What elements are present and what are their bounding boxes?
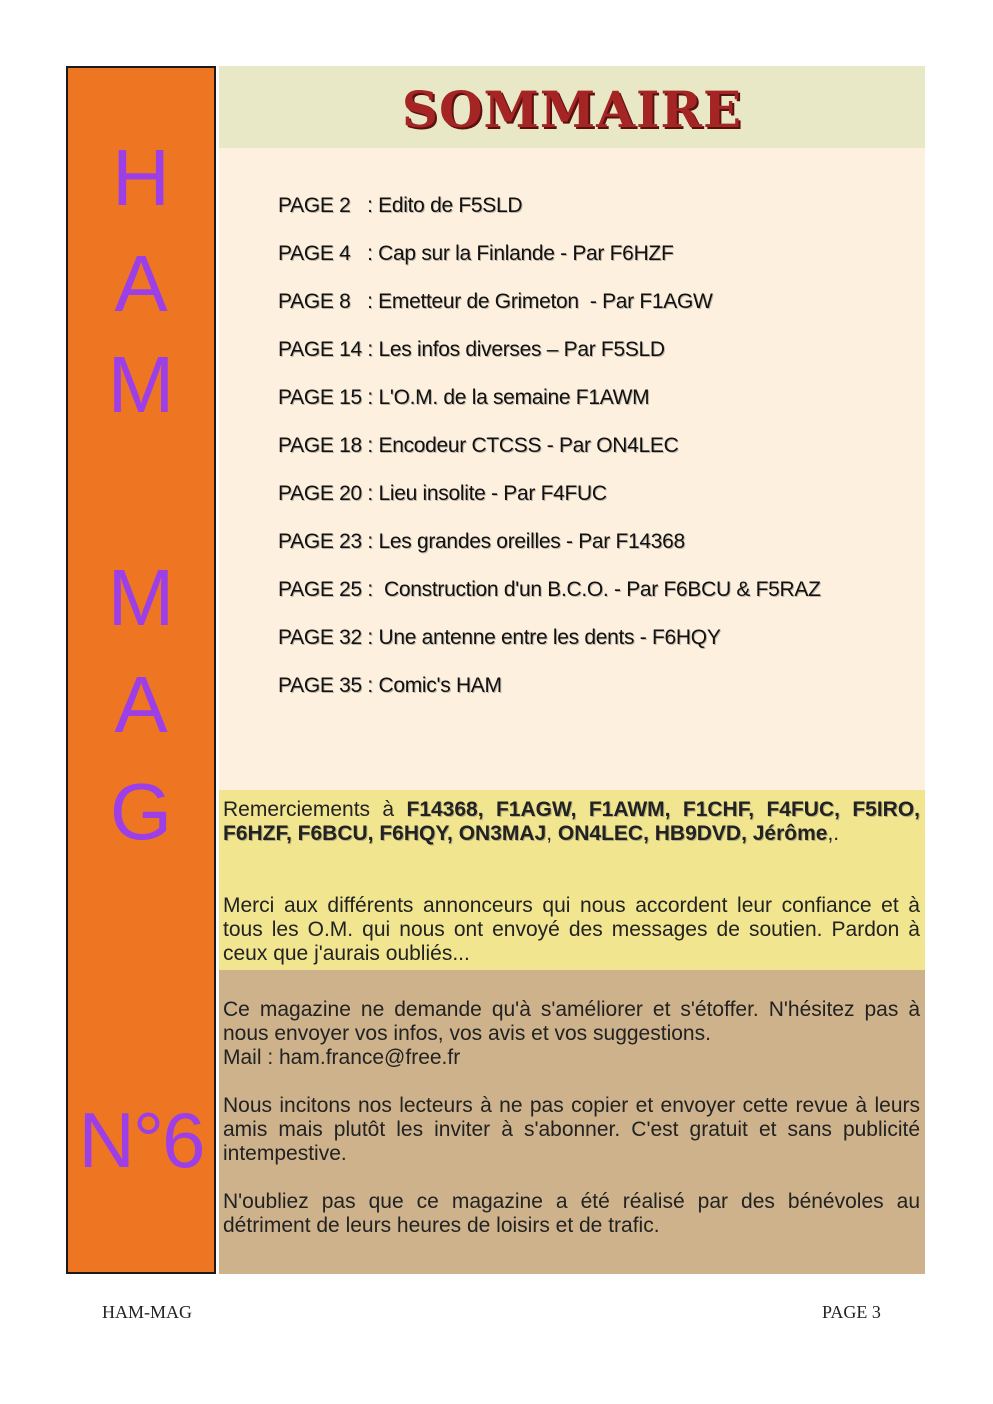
- issue-number: N°6: [78, 1096, 204, 1184]
- toc-item[interactable]: PAGE 4 : Cap sur la Finlande - Par F6HZF: [278, 242, 674, 265]
- sidebar-letter: A: [114, 660, 168, 749]
- sidebar-letter: H: [112, 133, 170, 222]
- toc-item[interactable]: PAGE 32 : Une antenne entre les dents - F6HQY: [278, 626, 721, 649]
- toc-item[interactable]: PAGE 20 : Lieu insolite - Par F4FUC: [278, 482, 607, 505]
- footer-left: HAM-MAG: [102, 1302, 192, 1322]
- thanks-end: ,.: [827, 822, 840, 845]
- mail-line[interactable]: Mail : ham.france@free.fr: [223, 1046, 461, 1069]
- title-band: [219, 66, 925, 148]
- toc-item[interactable]: PAGE 15 : L'O.M. de la semaine F1AWM: [278, 386, 650, 409]
- toc-item[interactable]: PAGE 8 : Emetteur de Grimeton - Par F1AGW: [278, 290, 713, 313]
- sidebar-letter: G: [109, 767, 173, 856]
- toc-panel: [219, 148, 925, 790]
- toc-item[interactable]: PAGE 14 : Les infos diverses – Par F5SLD: [278, 338, 665, 361]
- sidebar-letter: A: [114, 239, 168, 328]
- sidebar-banner: [66, 66, 216, 1274]
- toc-item[interactable]: PAGE 18 : Encodeur CTCSS - Par ON4LEC: [278, 434, 679, 457]
- info-paragraph: Ce magazine ne demande qu'à s'améliorer et s'étoffer. N'hésitez pas à nous envoyer vos infos, vos avis et vos suggestions.: [223, 998, 920, 1045]
- thanks-names: F14368, F1AGW, F1AWM, F1CHF, F4FUC, F5IRO, F6HZF, F6BCU, F6HQY, ON3MAJ: [223, 798, 921, 845]
- page-title: SOMMAIRE: [401, 80, 743, 139]
- sidebar-letter: M: [107, 553, 175, 642]
- info-panel: [219, 970, 925, 1274]
- toc-item[interactable]: PAGE 25 : Construction d'un B.C.O. - Par F6BCU & F5RAZ: [278, 578, 821, 601]
- toc-item[interactable]: PAGE 23 : Les grandes oreilles - Par F14368: [278, 530, 685, 553]
- toc-item[interactable]: PAGE 35 : Comic's HAM: [278, 674, 502, 697]
- thanks-intro: Remerciements à: [223, 798, 407, 821]
- sidebar-letter: M: [107, 340, 175, 429]
- thanks-paragraph: [223, 798, 920, 846]
- thanks-names: ON4LEC, HB9DVD, Jérôme: [557, 822, 828, 845]
- merci-paragraph: Merci aux différents annonceurs qui nous accordent leur confiance et à tous les O.M. qui nous ont envoyé des messages de soutien. Pardon à ceux que j'aurais oubliés...: [223, 894, 920, 965]
- info-paragraph: Nous incitons nos lecteurs à ne pas copier et envoyer cette revue à leurs amis mais plutôt les inviter à s'abonner. C'est gratuit et sans publicité intempestive.: [223, 1094, 920, 1165]
- toc-item[interactable]: PAGE 2 : Edito de F5SLD: [278, 194, 523, 217]
- thanks-panel: [219, 790, 925, 970]
- thanks-separator: ,: [546, 822, 558, 845]
- info-paragraph: N'oubliez pas que ce magazine a été réalisé par des bénévoles au détriment de leurs heures de loisirs et de trafic.: [223, 1190, 920, 1237]
- footer-page-number: PAGE 3: [822, 1302, 881, 1322]
